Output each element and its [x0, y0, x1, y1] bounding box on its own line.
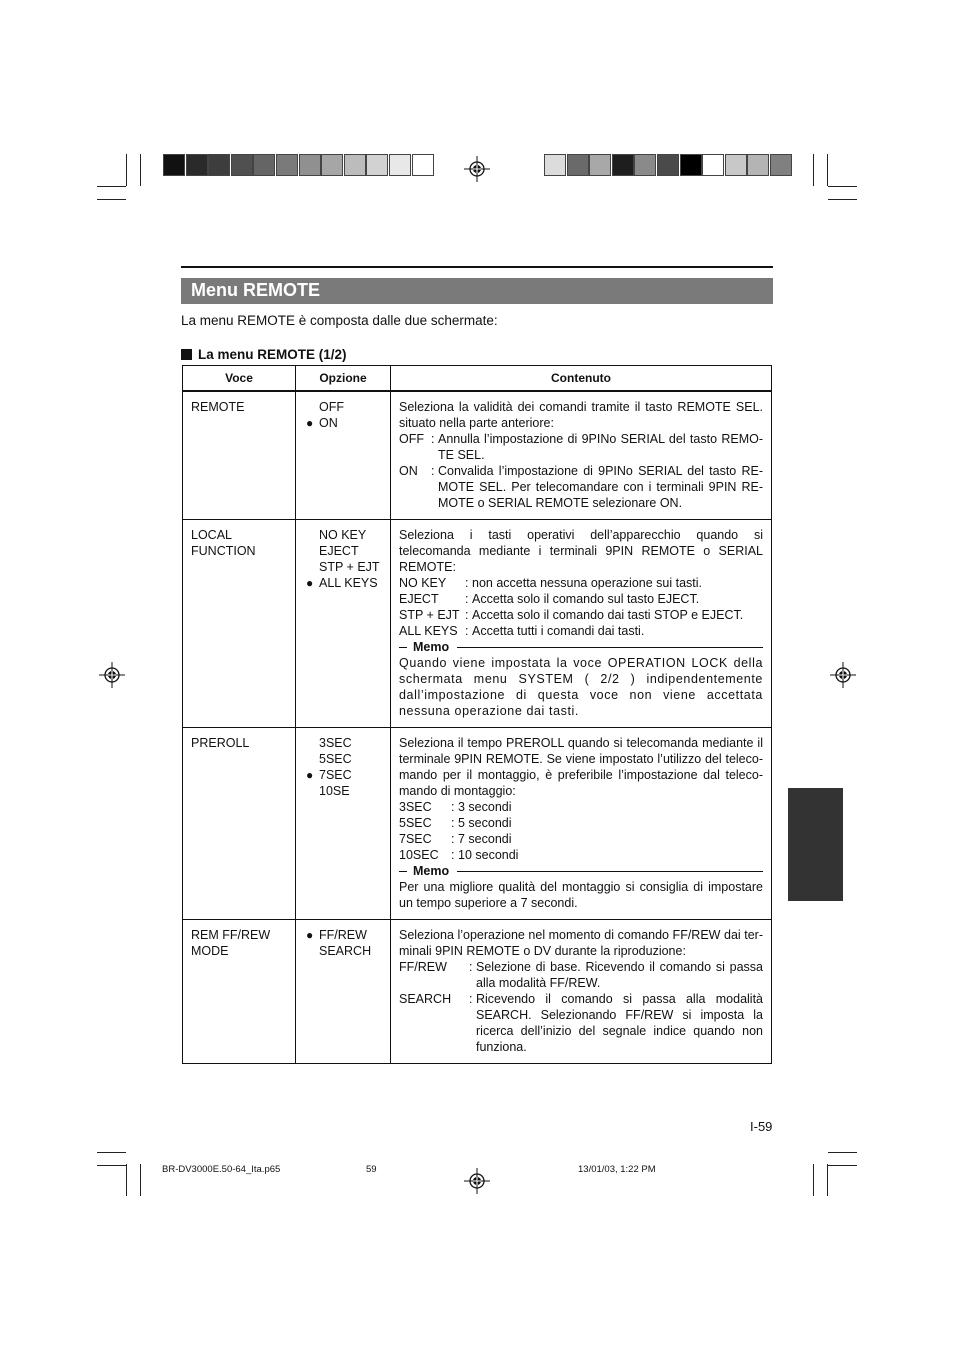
crop-mark: [827, 154, 828, 186]
color-swatch: [544, 154, 566, 176]
content-item: [399, 799, 763, 815]
option-label: 10SE: [319, 784, 350, 798]
intro-text: La menu REMOTE è composta dalle due schermate:: [181, 313, 498, 328]
item-text: Ricevendo il comando si passa alla modalità SEARCH. Selezionando FF/REW si imposta la ricerca dell’inizio del segnale indice quando non funziona.: [476, 992, 763, 1054]
item-key: ON: [399, 464, 418, 478]
memo-text: Quando viene impostata la voce OPERATION LOCK della schermata menu SYSTEM ( 2/2 ) indipendentemente dall’impostazione di questa voce non viene accettata nessuna operazione dai tasti.: [399, 656, 763, 718]
crop-mark: [126, 154, 127, 186]
table-row: [183, 920, 772, 1064]
footer-page: 59: [366, 1164, 377, 1175]
cell-contenuto: [391, 520, 772, 728]
option-item: [306, 527, 382, 543]
voce-line: FUNCTION: [191, 544, 256, 558]
spacer: [306, 735, 319, 751]
option-item: [306, 735, 382, 751]
content-item: [399, 607, 763, 623]
item-key: 5SEC: [399, 816, 432, 830]
crop-mark: [97, 186, 126, 187]
spacer: [306, 543, 319, 559]
item-text: non accetta nessuna operazione sui tasti.: [472, 576, 703, 590]
spacer: [306, 751, 319, 767]
title-rule: [181, 266, 773, 268]
color-swatch: [299, 154, 321, 176]
item-text: 7 secondi: [458, 832, 512, 846]
option-label: OFF: [319, 400, 344, 414]
item-text: Accetta solo il comando dai tasti STOP e EJECT.: [472, 608, 744, 622]
option-item: [306, 543, 382, 559]
cell-voce: [183, 728, 296, 920]
content-intro: Seleziona la validità dei comandi tramite il tasto REMOTE SEL. situato nella parte anteriore:: [399, 400, 763, 430]
color-swatch: [725, 154, 747, 176]
cell-voce: [183, 520, 296, 728]
item-key: EJECT: [399, 592, 439, 606]
option-label: 7SEC: [319, 768, 352, 782]
option-label: 3SEC: [319, 736, 352, 750]
content-intro: Seleziona il tempo PREROLL quando si telecomanda mediante il terminale 9PIN REMOTE. Se viene impostato l’utilizzo del teleco-mando per il montaggio, è preferibile l’impostazione dal teleco-mando di montaggio:: [399, 736, 763, 798]
square-bullet-icon: [181, 349, 192, 360]
registration-mark-icon: [830, 662, 856, 688]
color-swatch: [770, 154, 792, 176]
content-item: [399, 831, 763, 847]
option-item: [306, 767, 382, 783]
cell-opzione: [296, 728, 391, 920]
item-text: 5 secondi: [458, 816, 512, 830]
item-separator: :: [469, 992, 473, 1006]
memo-dash: [399, 647, 407, 648]
item-separator: :: [465, 592, 469, 606]
content-item: [399, 847, 763, 863]
item-text: Accetta tutti i comandi dai tasti.: [472, 624, 645, 638]
option-item: [306, 943, 382, 959]
color-bar-left: [163, 154, 434, 176]
voce-line: REM FF/REW: [191, 928, 271, 942]
section-title: Menu REMOTE: [191, 280, 320, 300]
subheading: [181, 347, 347, 362]
crop-mark: [126, 1164, 127, 1196]
default-dot-icon: [306, 927, 319, 943]
option-item: [306, 575, 382, 591]
spacer: [306, 527, 319, 543]
voce-line: LOCAL: [191, 528, 232, 542]
registration-mark-icon: [99, 662, 125, 688]
header-opzione: Opzione: [296, 366, 391, 392]
color-swatch: [612, 154, 634, 176]
item-text: Accetta solo il comando sul tasto EJECT.: [472, 592, 700, 606]
cell-voce: [183, 391, 296, 520]
item-separator: :: [465, 624, 469, 638]
registration-mark-icon: [464, 1168, 490, 1194]
footer-date: 13/01/03, 1:22 PM: [578, 1164, 656, 1175]
crop-mark: [827, 1164, 828, 1196]
option-label: NO KEY: [319, 528, 367, 542]
header-voce: Voce: [183, 366, 296, 392]
voce-line: REMOTE: [191, 400, 245, 414]
page-number: I-59: [750, 1119, 773, 1134]
table-row: [183, 391, 772, 520]
color-swatch: [702, 154, 724, 176]
spacer: [306, 399, 319, 415]
memo-rule: [457, 871, 763, 872]
item-separator: :: [469, 960, 473, 974]
item-text: Selezione di base. Ricevendo il comando si passa alla modalità FF/REW.: [476, 960, 763, 990]
option-label: EJECT: [319, 544, 359, 558]
color-swatch: [186, 154, 208, 176]
item-text: 10 secondi: [458, 848, 519, 862]
item-text: Annulla l’impostazione di 9PINo SERIAL del tasto REMO-TE SEL.: [438, 432, 763, 462]
item-key: SEARCH: [399, 992, 452, 1006]
memo-text: Per una migliore qualità del montaggio si consiglia di impostare un tempo superiore a 7 secondi.: [399, 880, 763, 910]
color-swatch: [321, 154, 343, 176]
content-intro: Seleziona l’operazione nel momento di comando FF/REW dai ter-minali 9PIN REMOTE o DV durante la riproduzione:: [399, 928, 763, 958]
remote-menu-table: [182, 365, 772, 1064]
cell-opzione: [296, 920, 391, 1064]
item-separator: :: [431, 464, 435, 478]
item-key: ALL KEYS: [399, 624, 458, 638]
memo-label: Memo: [413, 864, 450, 878]
default-dot-icon: [306, 767, 319, 783]
color-swatch: [389, 154, 411, 176]
default-dot-icon: [306, 575, 319, 591]
subheading-text: La menu REMOTE (1/2): [198, 347, 347, 362]
content-item: [399, 431, 763, 463]
crop-mark: [813, 1164, 814, 1196]
content-item: [399, 463, 763, 511]
item-separator: :: [451, 832, 455, 846]
color-swatch: [253, 154, 275, 176]
item-key: FF/REW: [399, 960, 447, 974]
color-swatch: [589, 154, 611, 176]
color-swatch: [208, 154, 230, 176]
cell-contenuto: [391, 391, 772, 520]
item-separator: :: [451, 816, 455, 830]
memo-rule: [457, 647, 763, 648]
memo-label: Memo: [413, 640, 450, 654]
color-swatch: [366, 154, 388, 176]
default-dot-icon: [306, 415, 319, 431]
voce-line: MODE: [191, 944, 229, 958]
crop-mark: [140, 1164, 141, 1196]
cell-opzione: [296, 391, 391, 520]
cell-voce: [183, 920, 296, 1064]
option-item: [306, 927, 382, 943]
chapter-tab: [788, 788, 843, 901]
registration-mark-icon: [464, 156, 490, 182]
item-separator: :: [465, 576, 469, 590]
table-header-row: [183, 366, 772, 392]
color-swatch: [412, 154, 434, 176]
voce-line: PREROLL: [191, 736, 250, 750]
item-separator: :: [451, 848, 455, 862]
item-key: STP + EJT: [399, 608, 460, 622]
crop-mark: [813, 154, 814, 186]
header-contenuto: Contenuto: [391, 366, 772, 392]
content-item: [399, 815, 763, 831]
option-label: SEARCH: [319, 944, 372, 958]
color-swatch: [634, 154, 656, 176]
crop-mark: [97, 1165, 126, 1166]
item-separator: :: [431, 432, 435, 446]
content-item: [399, 991, 763, 1055]
item-key: 3SEC: [399, 800, 432, 814]
spacer: [306, 943, 319, 959]
color-swatch: [747, 154, 769, 176]
option-label: 5SEC: [319, 752, 352, 766]
color-swatch: [657, 154, 679, 176]
crop-mark: [97, 199, 126, 200]
option-item: [306, 559, 382, 575]
option-label: ALL KEYS: [319, 576, 378, 590]
item-key: OFF: [399, 432, 424, 446]
color-swatch: [344, 154, 366, 176]
color-swatch: [567, 154, 589, 176]
table-row: [183, 728, 772, 920]
item-key: 7SEC: [399, 832, 432, 846]
table-row: [183, 520, 772, 728]
crop-mark: [140, 154, 141, 186]
spacer: [306, 783, 319, 799]
option-label: ON: [319, 416, 338, 430]
item-key: NO KEY: [399, 576, 447, 590]
color-swatch: [276, 154, 298, 176]
option-label: FF/REW: [319, 928, 367, 942]
cell-opzione: [296, 520, 391, 728]
color-bar-right: [544, 154, 793, 176]
cell-contenuto: [391, 920, 772, 1064]
option-label: STP + EJT: [319, 560, 380, 574]
content-item: [399, 623, 763, 639]
cell-contenuto: [391, 728, 772, 920]
item-key: 10SEC: [399, 848, 439, 862]
spacer: [306, 559, 319, 575]
color-swatch: [680, 154, 702, 176]
item-separator: :: [465, 608, 469, 622]
memo-dash: [399, 871, 407, 872]
option-item: [306, 399, 382, 415]
memo-heading: [399, 863, 763, 879]
crop-mark: [828, 199, 857, 200]
content-intro: Seleziona i tasti operativi dell’apparecchio quando si telecomanda mediante i terminali 9PIN REMOTE o SERIAL REMOTE:: [399, 528, 763, 574]
content-item: [399, 959, 763, 991]
footer-file: BR-DV3000E.50-64_Ita.p65: [162, 1164, 281, 1175]
memo-heading: [399, 639, 763, 655]
color-swatch: [163, 154, 185, 176]
item-text: 3 secondi: [458, 800, 512, 814]
color-swatch: [231, 154, 253, 176]
option-item: [306, 751, 382, 767]
item-text: Convalida l’impostazione di 9PINo SERIAL del tasto RE-MOTE SEL. Per telecomandare con i terminali 9PIN RE-MOTE o SERIAL REMOTE selezionare ON.: [438, 464, 763, 510]
crop-mark: [828, 1152, 857, 1153]
option-item: [306, 783, 382, 799]
item-separator: :: [451, 800, 455, 814]
content-item: [399, 591, 763, 607]
option-item: [306, 415, 382, 431]
crop-mark: [97, 1152, 126, 1153]
crop-mark: [828, 1165, 857, 1166]
crop-mark: [828, 186, 857, 187]
content-item: [399, 575, 763, 591]
